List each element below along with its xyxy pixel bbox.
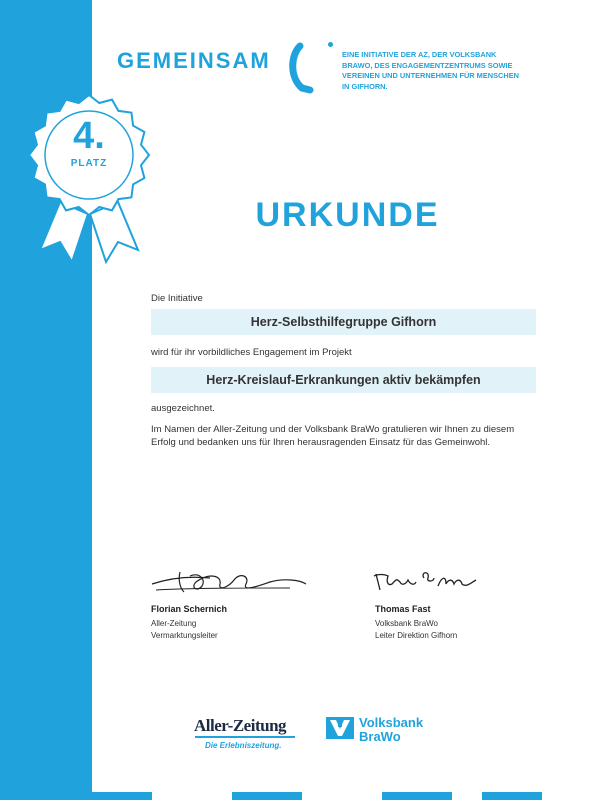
header-title: GEMEINSAM <box>117 48 271 73</box>
footer-dash <box>232 792 302 800</box>
intro-text: Die Initiative <box>151 293 203 304</box>
volksbank-logo-line1: Volksbank <box>359 715 424 730</box>
badge-number: 4. <box>73 115 105 157</box>
signer-1-org: Aller-Zeitung <box>151 619 197 628</box>
footer-dash <box>92 792 152 800</box>
header-tagline: EINE INITIATIVE DER AZ, DER VOLKSBANK BRAWO, DES ENGAGEMENTZENTRUMS SOWIE VEREINEN UND UNTERNEHMEN FÜR MENSCHEN IN GIFHORN. <box>342 50 519 91</box>
footer-dash <box>382 792 452 800</box>
aller-zeitung-logo: Aller-Zeitung <box>194 716 287 735</box>
signer-1-name: Florian Schernich <box>151 604 228 614</box>
volksbank-logo-line2: BraWo <box>359 729 401 744</box>
signature-florian-schernich <box>150 562 310 598</box>
signer-2-org: Volksbank BraWo <box>375 619 438 628</box>
congratulation-text: Im Namen der Aller-Zeitung und der Volksbank BraWo gratulieren wir Ihnen zu diesem Erfolg und bedanken uns für Ihren herausragenden Einsatz für das Gemeinwohl. <box>151 424 515 448</box>
aller-zeitung-logo-bar <box>195 736 295 738</box>
awarded-text: ausgezeichnet. <box>151 403 215 414</box>
signature-thomas-fast <box>372 566 482 596</box>
certificate-title: URKUNDE <box>255 196 440 234</box>
project-name: Herz-Kreislauf-Erkrankungen aktiv bekämpfen <box>151 367 536 393</box>
signer-1-role: Vermarktungsleiter <box>151 631 218 640</box>
signer-2-role: Leiter Direktion Gifhorn <box>375 631 458 640</box>
volksbank-logo-text <box>359 716 423 744</box>
footer-dash <box>482 792 542 800</box>
header-dot <box>328 42 333 47</box>
phone-handset-icon <box>288 42 322 94</box>
project-intro-text: wird für ihr vorbildliches Engagement im Projekt <box>151 347 352 358</box>
badge-label: PLATZ <box>70 158 108 169</box>
signer-2-name: Thomas Fast <box>375 604 431 614</box>
volksbank-logo-icon <box>326 717 354 739</box>
initiative-name: Herz-Selbsthilfegruppe Gifhorn <box>151 309 536 335</box>
aller-zeitung-slogan: Die Erlebniszeitung. <box>205 741 282 750</box>
